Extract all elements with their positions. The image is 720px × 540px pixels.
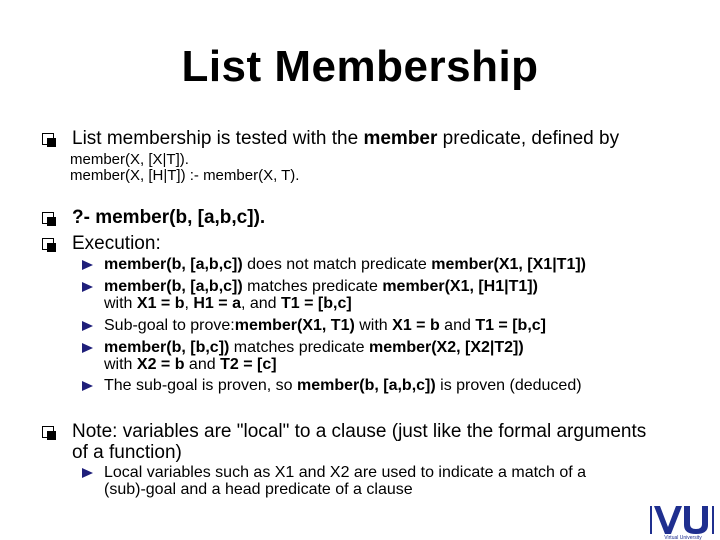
arrow-bullet-icon	[82, 468, 93, 478]
checkbox-bullet-icon	[42, 212, 54, 224]
checkbox-bullet-icon	[42, 426, 54, 438]
exec-item-4-cont-text: with X2 = b and T2 = [c]	[104, 356, 277, 373]
bullet-definition-text: List membership is tested with the member predicate, defined by	[72, 128, 620, 149]
bullet-query	[42, 207, 265, 229]
code-line-1: member(X, [X|T]).	[70, 151, 189, 168]
arrow-bullet-icon	[82, 381, 93, 391]
arrow-bullet-icon	[82, 260, 93, 270]
bullet-note-cont	[42, 442, 182, 464]
note-sub-item-text-1: Local variables such as X1 and X2 are used to indicate a match of a	[104, 464, 587, 481]
exec-item-5	[82, 377, 582, 395]
exec-item-3	[82, 317, 546, 335]
note-sub-item	[82, 464, 586, 482]
checkbox-bullet-icon	[42, 238, 54, 250]
slide-title: List Membership	[181, 42, 539, 91]
exec-item-2-cont	[82, 295, 352, 313]
exec-item-2-cont-text: with X1 = b, H1 = a, and T1 = [b,c]	[104, 295, 352, 312]
exec-item-4	[82, 339, 524, 357]
arrow-bullet-icon	[82, 321, 93, 331]
logo-caption: Virtual University	[664, 535, 702, 540]
exec-item-5-text: The sub-goal is proven, so member(b, [a,b,c]) is proven (deduced)	[104, 377, 582, 394]
arrow-bullet-icon	[82, 343, 93, 353]
code-line-2: member(X, [H|T]) :- member(X, T).	[70, 167, 300, 184]
note-sub-item-text-2: (sub)-goal and a head predicate of a clause	[104, 481, 413, 498]
exec-item-1-text: member(b, [a,b,c]) does not match predicate member(X1, [X1|T1])	[104, 256, 586, 273]
exec-item-2	[82, 278, 538, 296]
bullet-execution-text: Execution:	[72, 233, 161, 254]
checkbox-bullet-icon	[42, 133, 54, 145]
bullet-note-text-1: Note: variables are "local" to a clause (just like the formal arguments	[72, 421, 647, 442]
exec-item-1	[82, 256, 586, 274]
exec-item-3-text: Sub-goal to prove:member(X1, T1) with X1 = b and T1 = [b,c]	[104, 317, 546, 334]
bullet-execution	[42, 233, 161, 255]
bullet-note-text-2: of a function)	[72, 442, 182, 463]
bullet-definition	[42, 128, 619, 150]
virtual-university-logo	[646, 503, 720, 540]
exec-item-4-text: member(b, [b,c]) matches predicate member(X2, [X2|T2])	[104, 339, 524, 356]
arrow-bullet-icon	[82, 282, 93, 292]
bullet-query-text: ?- member(b, [a,b,c]).	[72, 207, 266, 228]
note-sub-item-cont	[82, 481, 413, 499]
exec-item-2-text: member(b, [a,b,c]) matches predicate member(X1, [H1|T1])	[104, 278, 538, 295]
bullet-note	[42, 421, 646, 443]
exec-item-4-cont	[82, 356, 277, 374]
